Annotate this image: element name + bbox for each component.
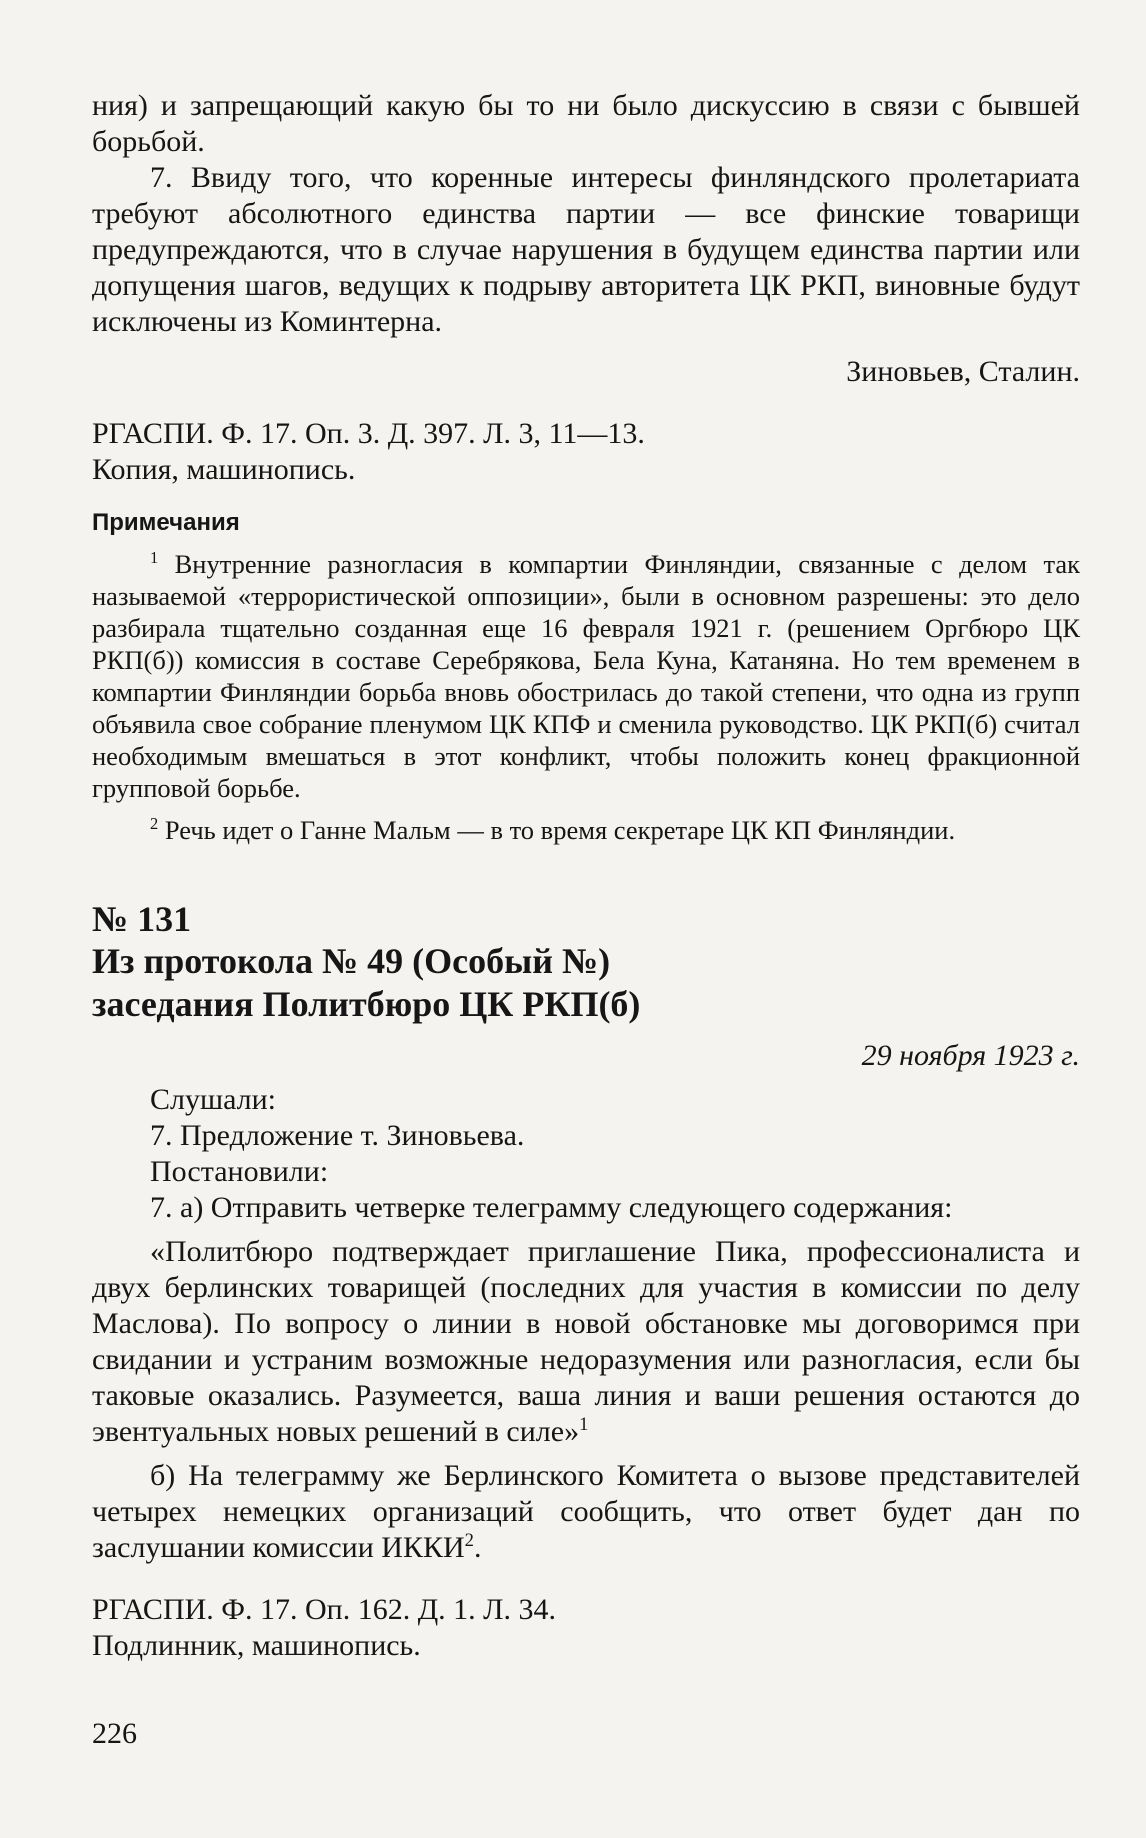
resolution-b-body: б) На телеграмму же Берлинского Комитета о вызове представителей четырех немецких организаций сообщить, что ответ будет дан по заслушании комиссии ИККИ xyxy=(92,1459,1080,1564)
footnote-1-text: Внутренние разногласия в компартии Финляндии, связанные с делом так называемой «террористической оппозиции», были в основном разрешены: это дело разбирала тщательно созданная еще 16 февраля 1921 г. (решением Оргбюро ЦК РКП(б)) комиссия в составе Серебрякова, Бела Куна, Катаняна. Но тем временем в компартии Финляндии борьба вновь обострилась до такой степени, что одна из групп объявила свое собрание пленумом ЦК КПФ и сменила руководство. ЦК РКП(б) считал необходимым вмешаться в этот конфликт, чтобы положить конец фракционной групповой борьбе. xyxy=(92,549,1081,803)
resolution-b xyxy=(92,1458,1080,1566)
footnote-2-text: Речь идет о Ганне Мальм — в то время секретаре ЦК КП Финляндии. xyxy=(164,815,956,845)
page-content xyxy=(92,88,1080,1752)
resolution-a: 7. а) Отправить четверке телеграмму следующего содержания: xyxy=(150,1191,953,1224)
telegram-body: «Политбюро подтверждает приглашение Пика, профессионалиста и двух берлинских товарищей (последних для участия в комиссии по делу Маслова). По вопросу о линии в новой обстановке мы договоримся при свидании и устраним возможные недоразумения или разногласия, если бы таковые оказались. Разумеется, ваша линия и ваши решения остаются до эвентуальных новых решений в силе» xyxy=(92,1235,1080,1448)
page-number: 226 xyxy=(92,1717,137,1750)
resolved-label: Постановили: xyxy=(150,1155,329,1188)
footnote-2-marker: 2 xyxy=(150,814,159,834)
telegram-text xyxy=(92,1234,1080,1450)
resolution-b-end: . xyxy=(473,1531,482,1564)
notes-heading: Примечания xyxy=(92,509,240,536)
document-date: 29 ноября 1923 г. xyxy=(861,1039,1080,1072)
heard-label: Слушали: xyxy=(150,1083,277,1116)
archive-reference-line: РГАСПИ. Ф. 17. Оп. 3. Д. 397. Л. 3, 11—13. xyxy=(92,417,645,450)
archive-copy-type: Подлинник, машинопись. xyxy=(92,1629,421,1662)
heard-item: 7. Предложение т. Зиновьева. xyxy=(150,1119,525,1152)
archive-reference-line: РГАСПИ. Ф. 17. Оп. 162. Д. 1. Л. 34. xyxy=(92,1593,557,1626)
document-number: № 131 xyxy=(92,899,192,939)
telegram-footnote-marker: 1 xyxy=(579,1414,589,1435)
document-title-line-2: заседания Политбюро ЦК РКП(б) xyxy=(92,984,641,1024)
continued-paragraph: ния) и запрещающий какую бы то ни было дискуссию в связи с бывшей борьбой. xyxy=(92,89,1080,158)
document-title-line-1: Из протокола № 49 (Особый №) xyxy=(92,941,611,981)
signatures: Зиновьев, Сталин. xyxy=(846,355,1080,388)
archive-copy-type: Копия, машинопись. xyxy=(92,453,356,486)
resolution-b-footnote-marker: 2 xyxy=(464,1530,474,1551)
footnote-2 xyxy=(92,814,1080,846)
archive-reference-1 xyxy=(92,416,1080,488)
footnote-1-marker: 1 xyxy=(150,548,159,568)
footnote-1 xyxy=(92,548,1080,804)
archive-reference-2 xyxy=(92,1592,1080,1664)
paragraph-7: 7. Ввиду того, что коренные интересы финляндского пролетариата требуют абсолютного единства партии — все финские товарищи предупреждаются, что в случае нарушения в будущем единства партии или допущения шагов, ведущих к подрыву авторитета ЦК РКП, виновные будут исключены из Коминтерна. xyxy=(92,161,1080,338)
